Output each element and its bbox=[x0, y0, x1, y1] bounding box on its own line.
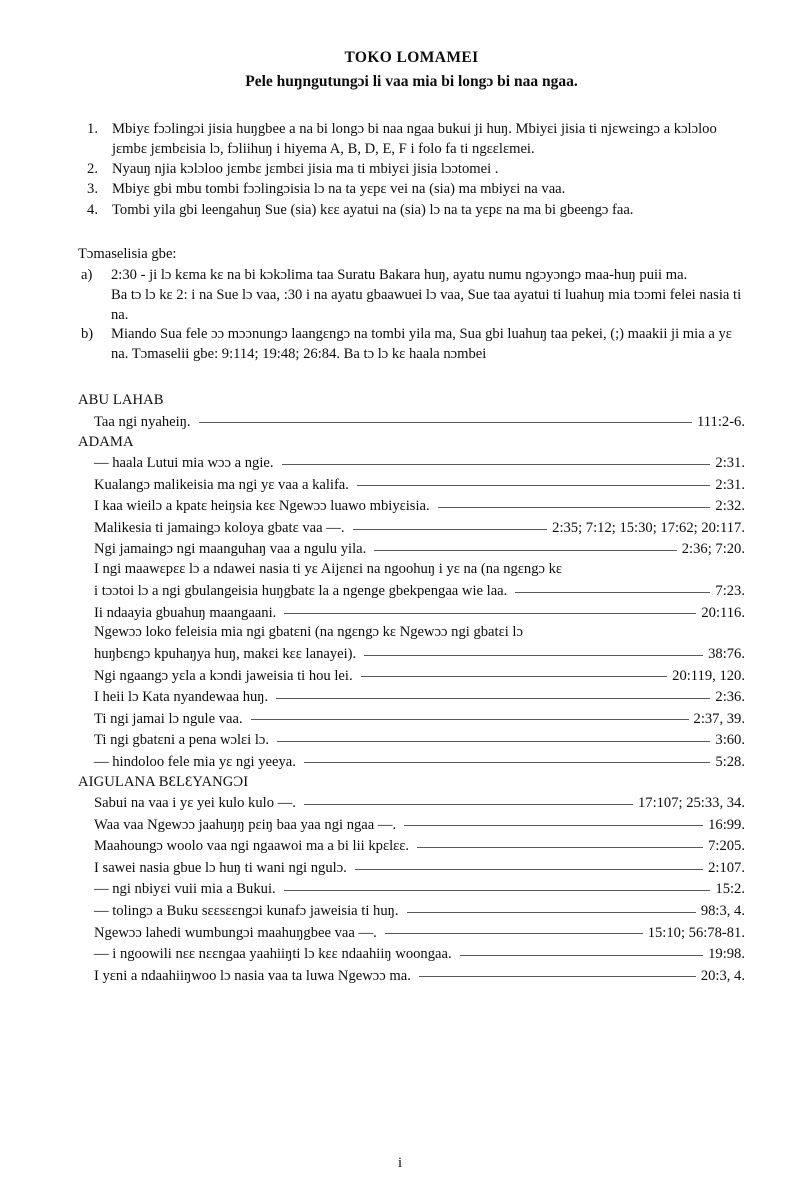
index-entry-text: Ii ndaayia gbuahuŋ maangaani. bbox=[94, 604, 277, 621]
index-entry-text: — tolingɔ a Buku sɛɛsɛɛngɔi kunafɔ jaweisia ti huŋ. bbox=[94, 902, 399, 919]
example-paragraph: Miando Sua fele ɔɔ mɔɔnungɔ laangɛngɔ na tombi yila ma, Sua gbi luahuŋ taa pekei, (;) maakii ji mia a yɛ na. Tɔmaselii gbe: 9:114; 19:48; 26:84. Ba tɔ lɔ kɛ haala nɔmbei bbox=[111, 326, 732, 363]
index-entry bbox=[94, 730, 745, 752]
index-leader-line bbox=[284, 879, 711, 894]
index-entry-reference: 5:28. bbox=[715, 753, 745, 770]
index-leader-line bbox=[304, 751, 711, 766]
index-entry bbox=[94, 539, 745, 561]
index-entry bbox=[94, 517, 745, 539]
index-entry-reference: 38:76. bbox=[708, 646, 745, 662]
index-entry bbox=[94, 793, 745, 815]
instruction-marker: 3. bbox=[87, 181, 98, 198]
instruction-marker: 1. bbox=[87, 120, 98, 137]
index-entry-last-line bbox=[94, 580, 745, 602]
index-heading: AIGULANA BƐLƐYANGƆI bbox=[78, 773, 249, 790]
index-entry-last-line bbox=[94, 643, 745, 665]
page-subtitle: Pele huŋngutungɔi li vaa mia bi longɔ bi naa ngaa. bbox=[245, 73, 578, 91]
index-entry-text: Ti ngi gbatɛni a pena wɔlɛi lɔ. bbox=[94, 732, 270, 749]
index-entry-text: i tɔɔtoi lɔ a ngi gbulangeisia huŋgbatɛ la a ngenge gbekpengaa wie laa. bbox=[94, 582, 508, 599]
index-leader-line bbox=[357, 474, 710, 489]
example-marker: a) bbox=[81, 266, 93, 283]
instruction-item bbox=[78, 120, 745, 160]
index-entry-text: I yɛni a ndaahiiŋwoo lɔ nasia vaa ta luwa Ngewɔɔ ma. bbox=[94, 967, 411, 984]
index-entry-reference: 2:36; 7:20. bbox=[681, 541, 745, 558]
index-entry-reference: 15:10; 56:78-81. bbox=[647, 924, 745, 941]
index-entry bbox=[94, 560, 745, 602]
index-leader-line bbox=[251, 708, 689, 723]
index-entry-reference: 98:3, 4. bbox=[700, 902, 745, 919]
example-paragraph: Ba tɔ lɔ kɛ 2: i na Sue lɔ vaa, :30 i na ayatu gbaawuei lɔ vaa, Sue taa ayatui ti luahuŋ mia tɔɔmi felei nasia ti na. bbox=[111, 286, 742, 323]
title-block bbox=[78, 48, 745, 92]
page-title: TOKO LOMAMEI bbox=[344, 49, 479, 66]
index-entry-reference: 16:99. bbox=[708, 816, 745, 833]
index-entry-reference: 15:2. bbox=[715, 881, 745, 898]
instruction-item bbox=[78, 160, 745, 180]
index-leader-line bbox=[199, 411, 692, 426]
instruction-marker: 4. bbox=[87, 201, 98, 218]
index-leader-line bbox=[277, 730, 710, 745]
index-entry-reference: 20:116. bbox=[701, 604, 745, 621]
index-entry bbox=[94, 879, 745, 901]
index-entry-text: Ngi jamaingɔ ngi maanguhaŋ vaa a ngulu yila. bbox=[94, 541, 367, 558]
index-entry bbox=[94, 687, 745, 709]
index-leader-line bbox=[374, 539, 676, 554]
index-entry-reference: 3:60. bbox=[715, 732, 745, 749]
index-entry-reference: 20:3, 4. bbox=[700, 967, 745, 984]
page-number: i bbox=[397, 1155, 403, 1171]
instruction-text: Mbiyɛ gbi mbu tombi fɔɔlingɔisia lɔ na ta yɛpɛ vei na (sia) ma mbiyɛi na vaa. bbox=[112, 181, 566, 198]
instruction-item bbox=[78, 201, 745, 221]
index-entry-text: — hindoloo fele mia yɛ ngi yeeya. bbox=[94, 753, 296, 770]
instruction-text: Mbiyɛ fɔɔlingɔi jisia huŋgbee a na bi longɔ bi naa ngaa bukui ji huŋ. Mbiyɛi jisia ti njɛwɛingɔ a kɔlɔloo jɛmbɛ jɛmbɛisia lɔ, fɔliihuŋ i hiyema A, B, D, E, F i folo fa ti ngɛɛlɛmei. bbox=[112, 120, 717, 157]
instruction-text: Nyauŋ njia kɔlɔloo jɛmbɛ jɛmbɛi jisia ma ti mbiyɛi jisia lɔɔtomei . bbox=[112, 161, 499, 178]
index-entry-text: Sabui na vaa i yɛ yei kulo kulo —. bbox=[94, 795, 296, 812]
index-entry-reference: 2:36. bbox=[715, 689, 745, 706]
index-entry bbox=[94, 623, 745, 665]
index-leader-line bbox=[353, 517, 548, 532]
index-entry-reference: 2:107. bbox=[708, 859, 745, 876]
index-entry-line: Ngewɔɔ loko feleisia mia ngi gbatɛni (na ngɛngɔ kɛ Ngewɔɔ ngi gbatɛi lɔ bbox=[94, 624, 523, 641]
index-entry-reference: 111:2-6. bbox=[697, 413, 745, 430]
index-entry-reference: 19:98. bbox=[708, 946, 745, 963]
index-entry bbox=[94, 857, 745, 879]
index-entry bbox=[94, 602, 745, 624]
index-entry-reference: 7:23. bbox=[715, 582, 745, 599]
index-entry-text: huŋbɛngɔ kpuhaŋya huŋ, makɛi kɛɛ lanayei). bbox=[94, 646, 357, 662]
index-entry-text: I heii lɔ Kata nyandewaa huŋ. bbox=[94, 689, 269, 706]
example-item bbox=[78, 266, 745, 326]
index-leader-line bbox=[419, 965, 696, 980]
index-entry bbox=[94, 453, 745, 475]
index-leader-line bbox=[284, 602, 696, 617]
index-leader-line bbox=[417, 836, 703, 851]
index-entry-text: Ti ngi jamai lɔ ngule vaa. bbox=[94, 710, 243, 727]
index-leader-line bbox=[438, 496, 711, 511]
index-entry-text: — haala Lutui mia wɔɔ a ngie. bbox=[94, 455, 274, 472]
index-entry-reference: 2:32. bbox=[715, 498, 745, 515]
index-entry-line: I ngi maawɛpɛɛ lɔ a ndawei nasia ti yɛ Aijɛnɛi na ngoohuŋ i yɛ na (na ngɛngɔ kɛ bbox=[94, 561, 563, 578]
index-leader-line bbox=[276, 687, 710, 702]
index-heading: ABU LAHAB bbox=[78, 392, 164, 409]
index-entry-text: Taa ngi nyaheiŋ. bbox=[94, 413, 191, 430]
index-entry bbox=[94, 496, 745, 518]
index-entry bbox=[94, 814, 745, 836]
index-entry-text: I sawei nasia gbue lɔ huŋ ti wani ngi ngulɔ. bbox=[94, 859, 347, 876]
index-entry-reference: 2:31. bbox=[715, 476, 745, 493]
index-entry-text: Waa vaa Ngewɔɔ jaahuŋŋ pɛiŋ baa yaa ngi ngaa —. bbox=[94, 816, 397, 833]
index-entry-text: — i ngoowili nɛɛ nɛɛngaa yaahiiŋti lɔ kɛɛ ndaahiiŋ woongaa. bbox=[94, 946, 452, 963]
index-entry-text: — ngi nbiyɛi vuii mia a Bukui. bbox=[94, 881, 276, 898]
instruction-item bbox=[78, 180, 745, 200]
index-entry-text: Malikesia ti jamaingɔ koloya gbatɛ vaa —. bbox=[94, 519, 345, 536]
instruction-marker: 2. bbox=[87, 161, 98, 178]
index-entry bbox=[94, 922, 745, 944]
index-section bbox=[78, 391, 745, 986]
index-entry-reference: 7:205. bbox=[708, 838, 745, 855]
index-leader-line bbox=[407, 900, 696, 915]
index-entry-text: Ngewɔɔ lahedi wumbungɔi maahuŋgbee vaa —. bbox=[94, 924, 377, 941]
index-entry-text: I kaa wieilɔ a kpatɛ heiŋsia kɛɛ Ngewɔɔ luawo mbiyɛisia. bbox=[94, 498, 430, 515]
index-leader-line bbox=[364, 643, 703, 658]
instructions-list bbox=[78, 120, 745, 221]
example-marker: b) bbox=[81, 326, 94, 343]
index-entry-text: Kualangɔ malikeisia ma ngi yɛ vaa a kalifa. bbox=[94, 476, 349, 493]
index-entry-reference: 20:119, 120. bbox=[672, 667, 745, 684]
examples-heading: Tɔmaselisia gbe: bbox=[78, 245, 177, 262]
index-entry bbox=[94, 900, 745, 922]
index-heading: ADAMA bbox=[78, 433, 134, 450]
instruction-text: Tombi yila gbi leengahuŋ Sue (sia) kɛɛ ayatui na (sia) lɔ na ta yɛpɛ na ma bi gbeengɔ faa. bbox=[112, 201, 634, 218]
index-leader-line bbox=[282, 453, 711, 468]
index-leader-line bbox=[361, 665, 668, 680]
examples-section bbox=[78, 245, 745, 365]
index-entry-reference: 17:107; 25:33, 34. bbox=[637, 795, 745, 812]
index-leader-line bbox=[404, 814, 703, 829]
index-entry-text: Maahoungɔ woolo vaa ngi ngaawoi ma a bi lii kpɛlɛɛ. bbox=[94, 838, 410, 855]
index-leader-line bbox=[515, 580, 710, 595]
index-entry bbox=[94, 411, 745, 433]
example-body bbox=[111, 266, 745, 326]
example-item bbox=[78, 325, 745, 365]
index-leader-line bbox=[355, 857, 703, 872]
index-entry bbox=[94, 943, 745, 965]
index-entry bbox=[94, 836, 745, 858]
index-entry bbox=[94, 665, 745, 687]
index-leader-line bbox=[460, 943, 704, 958]
index-entry bbox=[94, 708, 745, 730]
index-leader-line bbox=[304, 793, 633, 808]
index-entry-reference: 2:35; 7:12; 15:30; 17:62; 20:117. bbox=[552, 519, 745, 536]
index-entry bbox=[94, 751, 745, 773]
example-body bbox=[111, 325, 745, 365]
index-entry-reference: 2:37, 39. bbox=[693, 710, 745, 727]
index-entry bbox=[94, 474, 745, 496]
index-entry-text: Ngi ngaangɔ yɛla a kɔndi jaweisia ti hou lei. bbox=[94, 667, 353, 684]
index-entry bbox=[94, 965, 745, 987]
example-paragraph: 2:30 - ji lɔ kɛma kɛ na bi kɔkɔlima taa Suratu Bakara huŋ, ayatu numu ngɔyɔngɔ maa-huŋ puii ma. bbox=[111, 266, 688, 283]
examples-list bbox=[78, 266, 745, 366]
index-leader-line bbox=[385, 922, 643, 937]
index-entry-reference: 2:31. bbox=[715, 455, 745, 472]
